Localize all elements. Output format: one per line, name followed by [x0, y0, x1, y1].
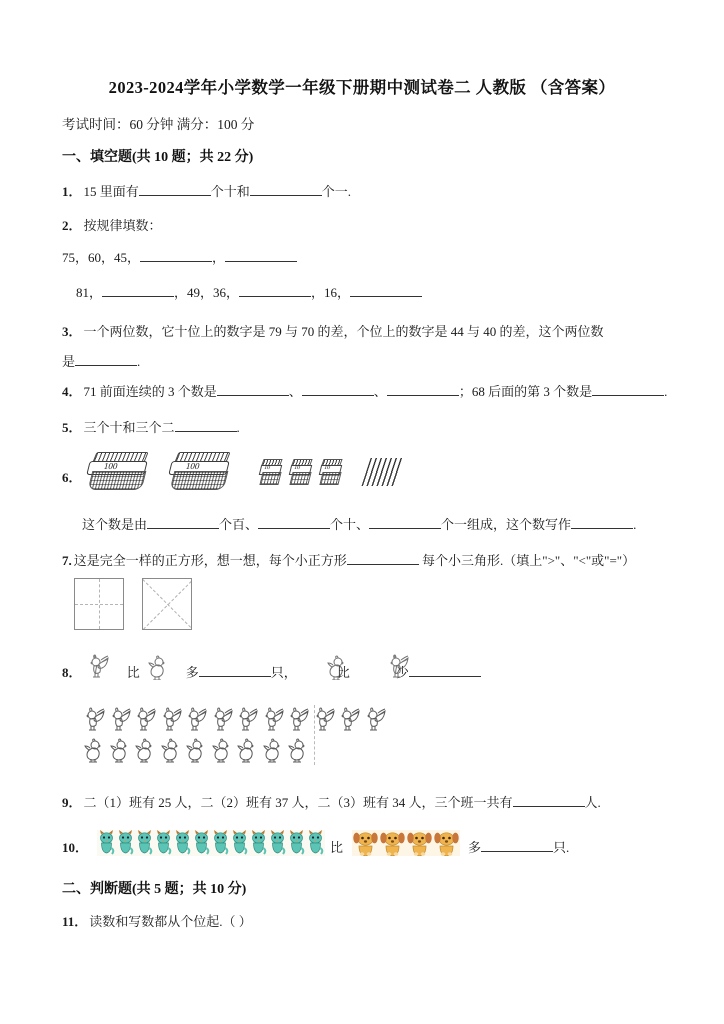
question-9-blank-1[interactable] — [513, 806, 585, 807]
square-divided-by-cross — [74, 578, 124, 630]
question-2-blank-2[interactable] — [225, 261, 297, 262]
hen-icon — [237, 737, 263, 768]
question-8-text-duo: 多 — [185, 665, 199, 680]
rooster-icon — [237, 707, 263, 738]
question-7-blank-1[interactable] — [347, 564, 419, 565]
question-10-text-duo: 多 — [468, 840, 482, 855]
question-4-blank-4[interactable] — [592, 395, 664, 396]
question-3 — [62, 322, 604, 342]
question-7 — [62, 551, 635, 571]
question-4-blank-2[interactable] — [302, 395, 374, 396]
cat-icon — [116, 830, 135, 856]
cat-count-group — [97, 830, 325, 856]
dog-icon — [406, 830, 433, 856]
ten-bundle-label-3: 10 — [323, 465, 331, 471]
question-1-text-a: 15 里面有 — [83, 184, 139, 199]
question-2-seq-c: ，49，36， — [174, 285, 240, 300]
dog-count-group — [352, 830, 460, 856]
question-4-sep-2: 、 — [373, 384, 387, 399]
question-8-text-bi-2: 比 — [336, 665, 350, 680]
rooster-icon — [288, 707, 314, 738]
question-5-text-b: . — [236, 420, 240, 435]
question-1-number: 1． — [62, 184, 82, 199]
question-7-text-b: 每个小三角形.（填上">"、"<"或"="） — [422, 553, 636, 568]
question-4-number: 4． — [62, 384, 82, 399]
question-6-blank-4[interactable] — [571, 528, 633, 529]
question-5-text-a: 三个十和三个二 — [83, 420, 175, 435]
question-1-blank-2[interactable] — [250, 195, 322, 196]
question-2-sep-1: ， — [212, 250, 226, 265]
rooster-icon — [263, 707, 289, 738]
hen-icon-inline-2 — [327, 654, 349, 680]
question-2-blank-1[interactable] — [140, 261, 212, 262]
question-2-number: 2． — [62, 218, 82, 233]
question-6-text-c: 个十、 — [330, 517, 370, 532]
question-6-text-e: . — [633, 517, 637, 532]
question-10-number-wrap — [62, 838, 90, 858]
question-6-text-a: 这个数是由 — [82, 517, 148, 532]
question-6-text — [82, 515, 636, 535]
question-5 — [62, 418, 240, 438]
question-8 — [62, 663, 481, 683]
question-6-blank-3[interactable] — [369, 528, 441, 529]
hen-icon — [84, 737, 110, 768]
hen-icon — [212, 737, 238, 768]
hen-icon — [288, 737, 314, 768]
rooster-icon — [339, 707, 365, 738]
question-3-text-line-1: 一个两位数，它十位上的数字是 79 与 70 的差，个位上的数字是 44 与 40 的差，这个两位数 — [83, 324, 604, 339]
cat-icon — [268, 830, 287, 856]
cat-icon — [211, 830, 230, 856]
cat-icon — [173, 830, 192, 856]
rooster-icon — [135, 707, 161, 738]
cat-icon — [97, 830, 116, 856]
count-divider-line — [314, 705, 315, 765]
question-11-text: 读数和写数都从个位起.（ ） — [89, 914, 252, 929]
hen-count-row — [84, 737, 314, 768]
question-4-text-d: ；68 后面的第 3 个数是 — [458, 384, 593, 399]
question-2-seq-d: ，16， — [311, 285, 351, 300]
question-6-blank-2[interactable] — [258, 528, 330, 529]
hen-icon — [110, 737, 136, 768]
question-10-blank-1[interactable] — [481, 851, 553, 852]
question-3-line-2 — [62, 352, 140, 372]
question-8-text-shao: 少 — [395, 665, 409, 680]
question-9-text: 二（1）班有 25 人，二（2）班有 37 人，二（3）班有 34 人，三个班一共有 — [83, 795, 513, 810]
question-6-text-d: 个一组成，这个数写作 — [441, 517, 572, 532]
hen-icon — [186, 737, 212, 768]
question-11 — [62, 912, 252, 932]
question-8-blank-2[interactable] — [409, 676, 481, 677]
question-1-blank-1[interactable] — [139, 195, 211, 196]
question-4 — [62, 382, 667, 402]
rooster-icon — [314, 707, 340, 738]
question-8-blank-1[interactable] — [199, 676, 271, 677]
question-6-blank-1[interactable] — [147, 528, 219, 529]
question-3-blank-1[interactable] — [75, 365, 137, 366]
question-10-text-zhi: 只. — [553, 840, 570, 855]
question-2-line-2 — [76, 283, 422, 303]
rooster-icon — [161, 707, 187, 738]
question-4-text-e: . — [664, 384, 668, 399]
question-6-text-b: 个百、 — [219, 517, 259, 532]
section-heading-fill-blank: 一、填空题(共 10 题；共 22 分) — [62, 150, 254, 165]
question-1-text-b: 个十和 — [210, 184, 250, 199]
hen-icon — [161, 737, 187, 768]
section-heading-true-false: 二、判断题(共 5 题；共 10 分) — [62, 882, 247, 897]
cat-icon — [192, 830, 211, 856]
question-7-number: 7. — [62, 553, 72, 568]
question-3-number: 3． — [62, 324, 82, 339]
question-8-number: 8． — [62, 665, 82, 680]
exam-meta: 考试时间：60 分钟 满分：100 分 — [62, 117, 255, 132]
cat-icon — [287, 830, 306, 856]
hundred-bundle-icon-2 — [170, 452, 228, 490]
hen-icon — [263, 737, 289, 768]
question-2-blank-4[interactable] — [239, 296, 311, 297]
hundred-bundle-label-1: 100 — [102, 461, 119, 471]
question-9 — [62, 793, 601, 813]
question-6-number: 6． — [62, 470, 82, 485]
question-4-blank-1[interactable] — [217, 395, 289, 396]
question-6-number-wrap — [62, 468, 84, 488]
question-5-number: 5． — [62, 420, 82, 435]
question-2-prompt: 按规律填数： — [83, 218, 162, 233]
cat-icon — [135, 830, 154, 856]
hen-icon — [135, 737, 161, 768]
question-10-bi: 比 — [330, 840, 344, 855]
question-2-seq-b: 81， — [76, 285, 103, 300]
ten-bundle-icon-1 — [260, 459, 280, 485]
question-3-period: . — [137, 354, 141, 369]
loose-sticks-icon — [361, 458, 404, 486]
question-1-text-c: 个一. — [321, 184, 352, 199]
question-2 — [62, 216, 162, 236]
rooster-icon-inline-2 — [388, 654, 410, 680]
ten-bundle-label-1: 10 — [263, 465, 271, 471]
rooster-icon — [84, 707, 110, 738]
question-2-blank-3[interactable] — [102, 296, 174, 297]
question-11-number: 11． — [62, 914, 88, 929]
question-1 — [62, 182, 351, 202]
cat-icon — [306, 830, 325, 856]
rooster-icon — [186, 707, 212, 738]
question-4-text-a: 71 前面连续的 3 个数是 — [83, 384, 217, 399]
ten-bundle-icon-3 — [320, 459, 340, 485]
question-10-number: 10． — [62, 840, 89, 855]
hen-icon-inline-1 — [148, 654, 170, 680]
question-8-text-zhi: 只， — [270, 665, 297, 680]
question-4-blank-3[interactable] — [387, 395, 459, 396]
rooster-icon — [110, 707, 136, 738]
question-2-seq-a: 75，60，45， — [62, 250, 141, 265]
page-title: 2023-2024学年小学数学一年级下册期中测试卷二 人教版 （含答案） — [108, 78, 616, 97]
question-7-text-a: 这是完全一样的正方形，想一想，每个小正方形 — [73, 553, 347, 568]
rooster-icon — [365, 707, 391, 738]
question-9-text-tail: 人. — [584, 795, 601, 810]
dog-icon — [352, 830, 379, 856]
rooster-icon-inline-1 — [88, 654, 110, 680]
dog-icon — [379, 830, 406, 856]
hundred-bundle-label-2: 100 — [184, 461, 201, 471]
hundred-bundle-icon-1 — [88, 452, 146, 490]
question-3-text-line-2: 是 — [62, 354, 76, 369]
question-2-blank-5[interactable] — [350, 296, 422, 297]
question-5-blank-1[interactable] — [175, 431, 237, 432]
question-4-sep-1: 、 — [288, 384, 302, 399]
rooster-count-row — [84, 707, 390, 738]
dog-icon — [433, 830, 460, 856]
cat-icon — [154, 830, 173, 856]
question-9-number: 9． — [62, 795, 82, 810]
question-10-tail — [468, 838, 569, 858]
cat-icon — [230, 830, 249, 856]
question-8-text-bi-1: 比 — [126, 665, 140, 680]
ten-bundle-icon-2 — [290, 459, 310, 485]
rooster-icon — [212, 707, 238, 738]
square-divided-by-diagonals — [142, 578, 192, 630]
cat-icon — [249, 830, 268, 856]
ten-bundle-label-2: 10 — [293, 465, 301, 471]
question-2-line-1 — [62, 248, 297, 268]
